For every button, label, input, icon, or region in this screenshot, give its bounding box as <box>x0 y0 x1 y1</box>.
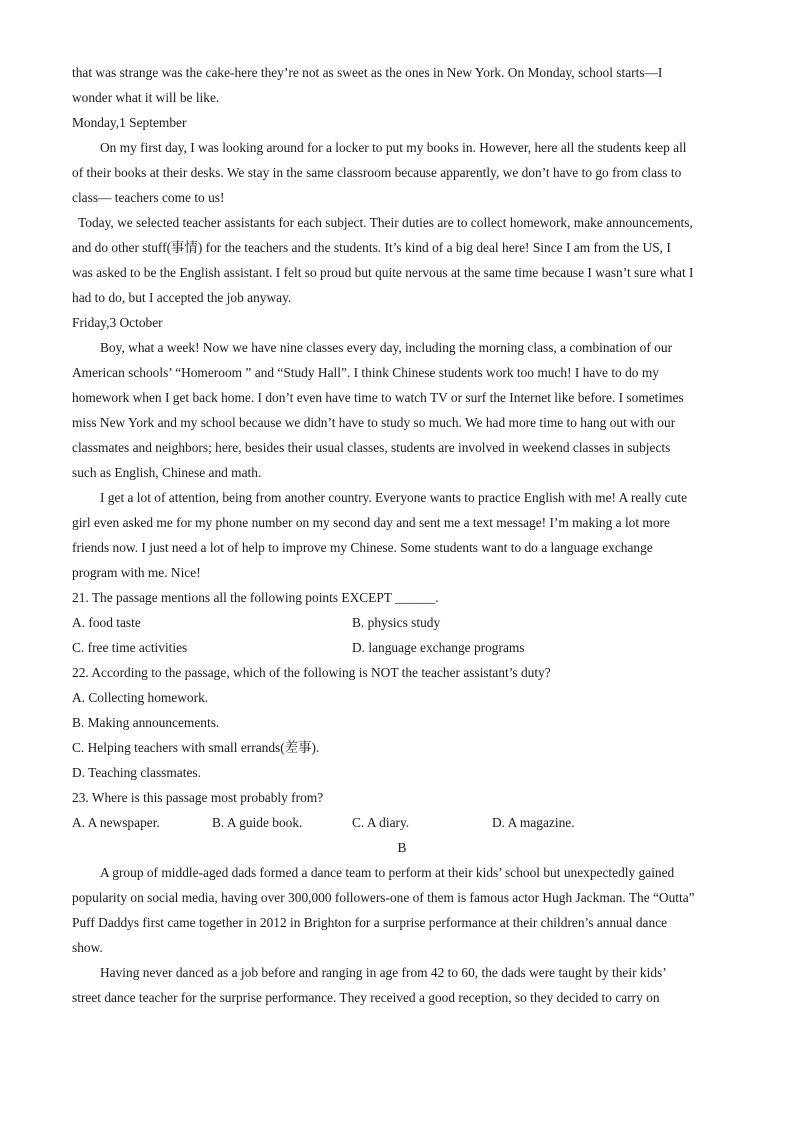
option-c: C. Helping teachers with small errands(差事). <box>72 740 320 755</box>
text-line: miss New York and my school because we didn’t have to study so much. We had more time to hang out with our <box>72 415 676 430</box>
option-d: D. Teaching classmates. <box>72 765 201 780</box>
option-d: D. language exchange programs <box>352 640 525 655</box>
text-line: popularity on social media, having over 300,000 followers-one of them is famous actor Hugh Jackman. The “Outta” <box>72 890 695 905</box>
text-line: such as English, Chinese and math. <box>72 465 262 480</box>
question-23 <box>72 785 732 835</box>
diary-entry-october <box>72 310 732 585</box>
option-c: C. free time activities <box>72 640 188 655</box>
text-line: of their books at their desks. We stay in the same classroom because apparently, we don’t have to go from class to <box>72 165 682 180</box>
option-row <box>72 610 732 635</box>
option-a: A. food taste <box>72 615 141 630</box>
question-22 <box>72 660 732 785</box>
option-d: D. A magazine. <box>492 815 575 830</box>
text-line: Puff Daddys first came together in 2012 in Brighton for a surprise performance at their children’s annual dance <box>72 915 668 930</box>
question-stem: 21. The passage mentions all the following points EXCEPT ______. <box>72 590 439 605</box>
option-b: B. physics study <box>352 615 441 630</box>
text-line: that was strange was the cake-here they’re not as sweet as the ones in New York. On Monday, school starts—I <box>72 65 663 80</box>
text-line: I get a lot of attention, being from another country. Everyone wants to practice English with me! A really cute <box>100 490 688 505</box>
text-line: Today, we selected teacher assistants for each subject. Their duties are to collect homework, make announcements, <box>78 215 693 230</box>
section-b <box>72 835 732 1010</box>
option-b: B. A guide book. <box>212 815 303 830</box>
option-b: B. Making announcements. <box>72 715 220 730</box>
diary-entry-september <box>72 110 732 310</box>
exam-page <box>72 60 732 1010</box>
diary-intro <box>72 60 732 110</box>
text-line: Boy, what a week! Now we have nine classes every day, including the morning class, a combination of our <box>100 340 673 355</box>
text-line: was asked to be the English assistant. I felt so proud but quite nervous at the same time because I wasn’t sure what I <box>72 265 694 280</box>
text-line: wonder what it will be like. <box>72 90 220 105</box>
section-heading: B <box>397 840 407 855</box>
text-line: and do other stuff(事情) for the teachers and the students. It’s kind of a big deal here! Since I am from the US, I <box>72 240 671 255</box>
entry-date: Friday,3 October <box>72 315 163 330</box>
text-line: American schools’ “Homeroom ” and “Study Hall”. I think Chinese students work too much! I have to do my <box>72 365 659 380</box>
text-line: classmates and neighbors; here, besides their usual classes, students are involved in weekend classes in subjects <box>72 440 671 455</box>
text-line: program with me. Nice! <box>72 565 201 580</box>
text-line: girl even asked me for my phone number on my second day and sent me a text message! I’m making a lot more <box>72 515 670 530</box>
option-row <box>72 635 732 660</box>
question-stem: 23. Where is this passage most probably from? <box>72 790 324 805</box>
option-a: A. Collecting homework. <box>72 690 209 705</box>
text-line: friends now. I just need a lot of help to improve my Chinese. Some students want to do a language exchange <box>72 540 653 555</box>
text-line: class— teachers come to us! <box>72 190 225 205</box>
text-line: show. <box>72 940 103 955</box>
entry-date: Monday,1 September <box>72 115 187 130</box>
text-line: homework when I get back home. I don’t even have time to watch TV or surf the Internet like before. I sometimes <box>72 390 684 405</box>
question-21 <box>72 585 732 660</box>
option-row <box>72 810 732 835</box>
text-line: had to do, but I accepted the job anyway. <box>72 290 292 305</box>
question-stem: 22. According to the passage, which of the following is NOT the teacher assistant’s duty? <box>72 665 551 680</box>
text-line: A group of middle-aged dads formed a dance team to perform at their kids’ school but unexpectedly gained <box>100 865 675 880</box>
option-a: A. A newspaper. <box>72 815 160 830</box>
option-c: C. A diary. <box>352 815 410 830</box>
text-line: On my first day, I was looking around for a locker to put my books in. However, here all the students keep all <box>100 140 687 155</box>
text-line: Having never danced as a job before and ranging in age from 42 to 60, the dads were taught by their kids’ <box>100 965 667 980</box>
text-line: street dance teacher for the surprise performance. They received a good reception, so they decided to carry on <box>72 990 660 1005</box>
